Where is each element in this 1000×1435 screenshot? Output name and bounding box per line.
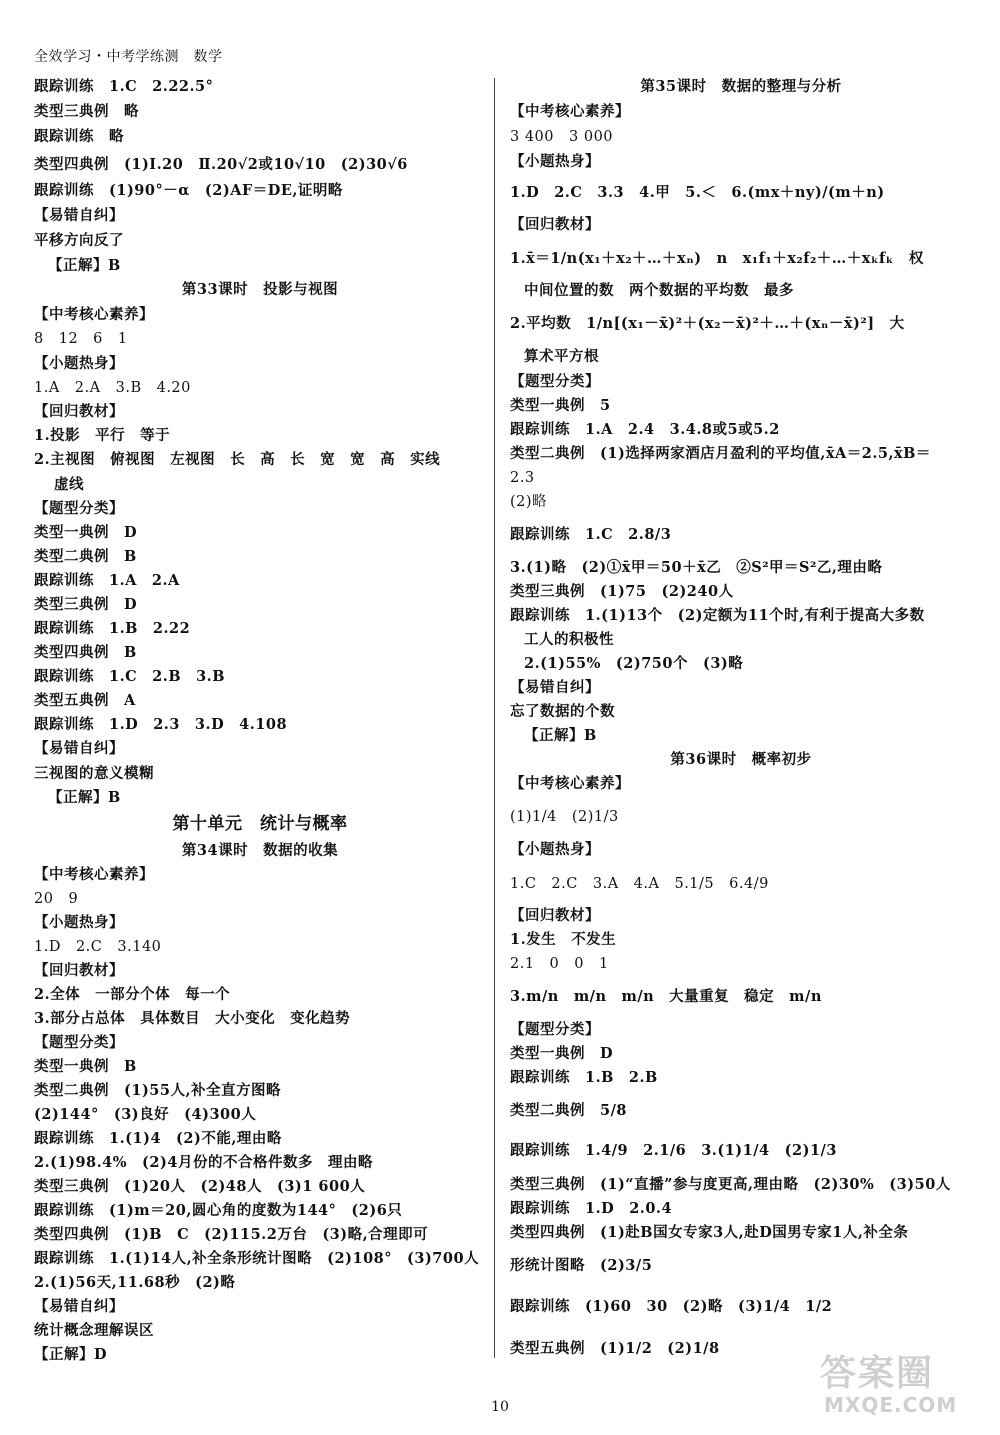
section-label: 【回归教材】 xyxy=(34,962,124,979)
answer-line: 8 12 6 1 xyxy=(34,331,128,347)
section-label: 【回归教材】 xyxy=(510,216,600,233)
answer-line: 类型一典例 5 xyxy=(510,397,611,414)
section-label: 【题型分类】 xyxy=(510,373,600,390)
answer-line: 跟踪训练 1.4/9 2.1/6 3.(1)1/4 (2)1/3 xyxy=(510,1142,837,1159)
lesson-title: 第34课时 数据的收集 xyxy=(181,842,339,859)
answer-line: 【正解】B xyxy=(48,257,121,274)
answer-line: 类型二典例 5/8 xyxy=(510,1102,627,1119)
answer-line: 类型一典例 B xyxy=(34,1058,137,1075)
section-label: 【易错自纠】 xyxy=(34,207,124,224)
lesson-title: 第35课时 数据的整理与分析 xyxy=(640,78,842,95)
answer-line: 2.(1)56天,11.68秒 (2)略 xyxy=(34,1274,236,1291)
answer-line: 类型四典例 (1)B C (2)115.2万台 (3)略,合理即可 xyxy=(34,1226,429,1243)
answer-line: 跟踪训练 1.B 2.B xyxy=(510,1069,658,1086)
section-label: 【回归教材】 xyxy=(510,907,600,924)
answer-line: 虚线 xyxy=(54,476,84,493)
answer-line: 跟踪训练 略 xyxy=(34,128,124,145)
unit-title: 第十单元 统计与概率 xyxy=(172,814,348,834)
answer-line: 3 400 3 000 xyxy=(510,129,614,145)
answer-line: 1.D 2.C 3.140 xyxy=(34,939,162,955)
answer-line: 工人的积极性 xyxy=(524,631,614,648)
answer-line: 跟踪训练 1.A 2.4 3.4.8或5或5.2 xyxy=(510,421,780,438)
answer-line: (1)1/4 (2)1/3 xyxy=(510,809,619,825)
answer-line: 跟踪训练 1.B 2.22 xyxy=(34,620,191,637)
answer-line: 类型三典例 略 xyxy=(34,103,139,120)
section-label: 【易错自纠】 xyxy=(510,679,600,696)
answer-line: 1.投影 平行 等于 xyxy=(34,427,171,444)
answer-line: 3.(1)略 (2)①x̄甲＝50＋x̄乙 ②S²甲＝S²乙,理由略 xyxy=(510,559,883,576)
answer-line: 跟踪训练 1.D 2.3 3.D 4.108 xyxy=(34,716,288,733)
answer-line: 类型四典例 (1)Ⅰ.20 Ⅱ.20√2或10√10 (2)30√6 xyxy=(34,156,408,173)
answer-line: 2.(1)98.4% (2)4月份的不合格件数多 理由略 xyxy=(34,1154,373,1171)
answer-line: 1.x̄＝1/n(x₁＋x₂＋…＋xₙ) n x₁f₁＋x₂f₂＋…＋xₖfₖ 权 xyxy=(510,250,924,267)
answer-line: 类型三典例 (1)20人 (2)48人 (3)1 600人 xyxy=(34,1178,366,1195)
answer-line: 20 9 xyxy=(34,891,79,907)
answer-line: 三视图的意义模糊 xyxy=(34,765,154,782)
answer-line: 类型四典例 (1)赴B国女专家3人,赴D国男专家1人,补全条 xyxy=(510,1224,909,1241)
answer-line: 跟踪训练 1.D 2.0.4 xyxy=(510,1200,673,1217)
answer-line: 忘了数据的个数 xyxy=(510,703,615,720)
answer-line: 类型二典例 (1)选择两家酒店月盈利的平均值,x̄A＝2.5,x̄B＝ xyxy=(510,445,931,462)
answer-line: 1.发生 不发生 xyxy=(510,931,617,948)
page-number: 10 xyxy=(491,1399,509,1415)
answer-line: 中间位置的数 两个数据的平均数 最多 xyxy=(524,282,794,299)
section-label: 【小题热身】 xyxy=(34,914,124,931)
section-label: 【题型分类】 xyxy=(510,1021,600,1038)
answer-line: 3.m/n m/n m/n 大量重复 稳定 m/n xyxy=(510,988,822,1005)
watermark-url: MXQE.COM xyxy=(824,1393,958,1417)
answer-line: 【正解】B xyxy=(524,727,597,744)
watermark-logo xyxy=(810,1345,980,1425)
answer-line: 平移方向反了 xyxy=(34,232,124,249)
section-label: 【小题热身】 xyxy=(510,153,600,170)
answer-line: 1.A 2.A 3.B 4.20 xyxy=(34,380,191,396)
answer-line: 3.部分占总体 具体数目 大小变化 变化趋势 xyxy=(34,1010,351,1027)
answer-line: 跟踪训练 1.C 2.8/3 xyxy=(510,526,672,543)
section-label: 【易错自纠】 xyxy=(34,740,124,757)
section-label: 【小题热身】 xyxy=(34,355,124,372)
answer-line: 类型一典例 D xyxy=(34,524,138,541)
answer-line: 类型二典例 B xyxy=(34,548,137,565)
answer-line: 跟踪训练 1.C 2.B 3.B xyxy=(34,668,225,685)
answer-line: 算术平方根 xyxy=(524,348,599,365)
answer-line: 跟踪训练 1.(1)4 (2)不能,理由略 xyxy=(34,1130,282,1147)
answer-line: (2)144° (3)良好 (4)300人 xyxy=(34,1106,257,1123)
answer-line: 类型一典例 D xyxy=(510,1045,614,1062)
answer-line: 1.D 2.C 3.3 4.甲 5.＜ 6.(mx＋ny)/(m＋n) xyxy=(510,184,885,201)
answer-line: 跟踪训练 1.(1)13个 (2)定额为11个时,有利于提高大多数 xyxy=(510,607,925,624)
section-label: 【中考核心素养】 xyxy=(510,103,630,120)
section-label: 【回归教材】 xyxy=(34,403,124,420)
answer-line: 类型三典例 (1)75 (2)240人 xyxy=(510,583,734,600)
column-divider xyxy=(494,78,495,1358)
answer-line: 跟踪训练 (1)90°－α (2)AF＝DE,证明略 xyxy=(34,182,343,199)
answer-line: 类型五典例 A xyxy=(34,692,136,709)
answer-line: 类型三典例 (1)“直播”参与度更高,理由略 (2)30% (3)50人 xyxy=(510,1176,951,1193)
answer-line: 类型四典例 B xyxy=(34,644,137,661)
answer-line: 跟踪训练 (1)m＝20,圆心角的度数为144° (2)6只 xyxy=(34,1202,403,1219)
answer-line: 跟踪训练 1.(1)14人,补全条形统计图略 (2)108° (3)700人 xyxy=(34,1250,480,1267)
answer-line: 2.3 xyxy=(510,470,535,486)
section-label: 【题型分类】 xyxy=(34,500,124,517)
answer-line: 类型二典例 (1)55人,补全直方图略 xyxy=(34,1082,282,1099)
answer-line: 跟踪训练 (1)60 30 (2)略 (3)1/4 1/2 xyxy=(510,1298,833,1315)
answer-line: 形统计图略 (2)3/5 xyxy=(510,1257,653,1274)
section-label: 【中考核心素养】 xyxy=(34,306,154,323)
answer-line: 2.1 0 0 1 xyxy=(510,956,609,972)
answer-line: 1.C 2.C 3.A 4.A 5.1/5 6.4/9 xyxy=(510,876,769,892)
answer-line: 2.(1)55% (2)750个 (3)略 xyxy=(524,655,744,672)
section-label: 【题型分类】 xyxy=(34,1034,124,1051)
answer-line: 跟踪训练 1.A 2.A xyxy=(34,572,180,589)
answer-line: 2.平均数 1/n[(x₁－x̄)²＋(x₂－x̄)²＋…＋(xₙ－x̄)²] 大 xyxy=(510,315,905,332)
watermark-text: 答案圈 xyxy=(820,1353,935,1394)
answer-line: 类型三典例 D xyxy=(34,596,138,613)
answer-line: 【正解】B xyxy=(48,789,121,806)
answer-line: 类型五典例 (1)1/2 (2)1/8 xyxy=(510,1340,720,1357)
lesson-title: 第33课时 投影与视图 xyxy=(181,281,339,298)
answer-line: 跟踪训练 1.C 2.22.5° xyxy=(34,78,214,95)
answer-line: 2.全体 一部分个体 每一个 xyxy=(34,986,231,1003)
answer-line: 2.主视图 俯视图 左视图 长 高 长 宽 宽 高 实线 xyxy=(34,451,441,468)
answer-line: (2)略 xyxy=(510,494,548,510)
answer-line: 【正解】D xyxy=(34,1346,108,1363)
section-label: 【易错自纠】 xyxy=(34,1298,124,1315)
section-label: 【中考核心素养】 xyxy=(510,775,630,792)
lesson-title: 第36课时 概率初步 xyxy=(670,751,812,768)
section-label: 【中考核心素养】 xyxy=(34,866,154,883)
answer-line: 统计概念理解误区 xyxy=(34,1322,154,1339)
page-header: 全效学习・中考学练测 数学 xyxy=(34,49,223,65)
section-label: 【小题热身】 xyxy=(510,841,600,858)
